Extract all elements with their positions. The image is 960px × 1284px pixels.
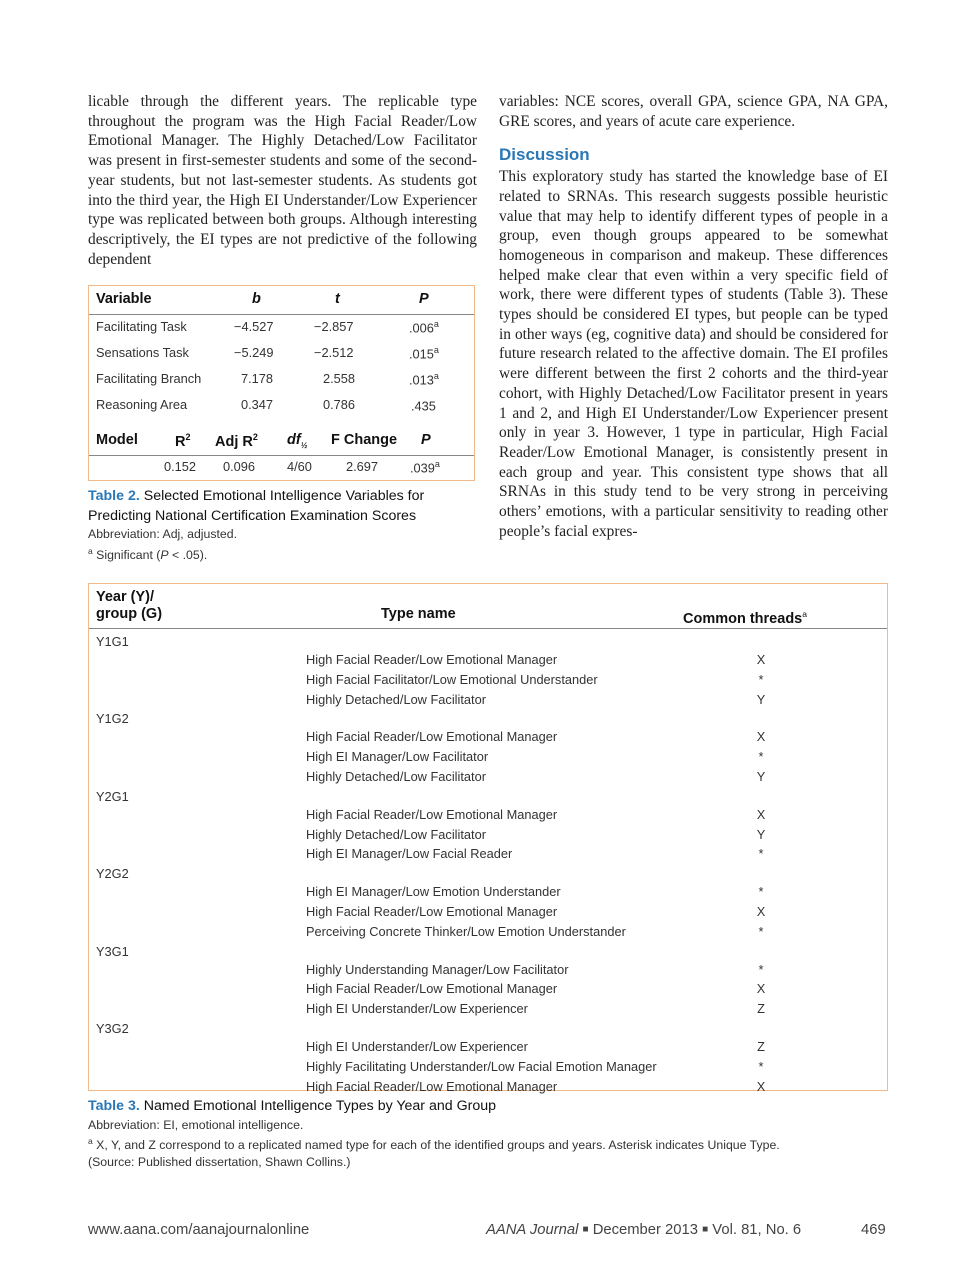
table-3-type-name: High Facial Facilitator/Low Emotional Understander	[306, 671, 598, 687]
table-2-p: .015$^a$	[409, 345, 439, 362]
footer-journal-info: AANA Journal ■ December 2013 ■ Vol. 81, No. 6	[486, 1222, 802, 1238]
table-3-header-type-name: Type name	[381, 606, 456, 622]
table-3-common-thread: X	[756, 806, 766, 822]
table-2-p: .435	[411, 398, 436, 414]
table-3-note-threads: $^a$ X, Y, and Z correspond to a replicated named type for each of the identified groups and years. Asterisk indicates Unique Type.	[88, 1136, 780, 1153]
table-3-common-thread: Y	[756, 769, 766, 784]
table-3-note-source: (Source: Published dissertation, Shawn Collins.)	[88, 1154, 351, 1169]
table-3-type-name: High Facial Reader/Low Emotional Manager	[306, 729, 558, 745]
table-3-type-name: High EI Manager/Low Facilitator	[306, 749, 489, 765]
right-paragraph-1: variables: NCE scores, overall GPA, science GPA, NA GPA, GRE scores, and years of acute care experience.	[499, 93, 888, 130]
table-2-note-abbreviation: Abbreviation: Adj, adjusted.	[88, 527, 238, 541]
table-2-model-df: 4/60	[287, 459, 312, 474]
footer-url: www.aana.com/aanajournalonline	[88, 1222, 310, 1238]
table-3-common-thread: Y	[756, 691, 766, 707]
table-3-group-label: Y1G1	[96, 634, 129, 649]
table-2-p: .006$^a$	[409, 319, 439, 336]
table-3-common-thread: X	[756, 729, 766, 745]
table-2-model-f-change: 2.697	[346, 459, 379, 474]
table-3-type-name: Perceiving Concrete Thinker/Low Emotion Understander	[306, 923, 626, 939]
table-3-type-name: High EI Understander/Low Experiencer	[306, 1001, 528, 1017]
left-paragraph: licable through the different years. The replicable type throughout the program was the High Facial Reader/Low Emotional Manager. The Highly Detached/Low Facilitator was present in first-semester students and some of the second-year students, but not last-semester students. As students got into the third year, the High EI Understander/Low Experiencer type was replicated between both groups. Although interesting descriptively, the EI types are not predictive of the following dependent	[88, 93, 477, 268]
table-2-variable: Reasoning Area	[96, 397, 188, 412]
table-3-type-name: High Facial Reader/Low Emotional Manager	[306, 806, 558, 822]
table-2-b: −5.249	[234, 345, 274, 360]
table-3-common-thread: *	[758, 923, 764, 939]
table-2-t: −2.857	[314, 319, 354, 334]
left-column	[88, 92, 477, 269]
table-3-common-thread: Z	[757, 1001, 765, 1017]
table-3-header-row	[89, 584, 887, 629]
table-3-common-thread: *	[758, 884, 764, 900]
table-3-type-name: High Facial Reader/Low Emotional Manager	[306, 981, 558, 997]
table-3-common-thread: Y	[756, 826, 766, 842]
table-3-common-thread: *	[758, 846, 764, 862]
table-2-header-p: P	[419, 291, 429, 307]
table-2-note-significant: $^a$ Significant (P < .05).	[88, 545, 208, 562]
table-2-header-adj-r2: Adj $R^2$	[215, 432, 258, 450]
table-2-model-r2: 0.152	[164, 459, 197, 474]
table-2-variable: Facilitating Task	[96, 319, 187, 334]
table-3-caption	[88, 1097, 888, 1170]
table-2-b: 7.178	[241, 371, 274, 386]
table-2-t: −2.512	[314, 345, 354, 360]
table-2-header-f-change: F Change	[331, 432, 398, 448]
table-3-note-abbreviation: Abbreviation: EI, emotional intelligence.	[88, 1117, 304, 1132]
table-3-common-thread: *	[758, 749, 764, 765]
discussion-heading: Discussion	[499, 145, 590, 165]
table-3-group-label: Y2G2	[96, 866, 129, 882]
table-3-type-name: High Facial Reader/Low Emotional Manager	[306, 652, 558, 667]
table-2-header-t: t	[335, 291, 340, 307]
right-paragraph-2: This exploratory study has started the knowledge base of EI related to SRNAs. This research suggests possible heuristic value that may help to identify different types of people in a group, even though groups appeared to be somewhat homogeneous in comparison and makeup. These differences helped make clear that even within a very specific field of work, there were different types of students (Table 3). These types should be considered EI types, but people can be typed in other ways (eg, cognitive data) and should be considered for future research related to the affective domain. The EI profiles were different between the first 2 cohorts and the third-year cohort, with Highly Detached/Low Facilitator present in years 1 and 2, and High EI Understander/Low Experiencer present only in year 3. However, 1 type in particular, High Facial Reader/Low Emotional Manager, is consistently present in each group and year. This consistent type shows that all SRNAs in this study tend to be very strong in perceiving others’ emotions, with a particular sensitivity to reading other people’s facial expres-	[499, 168, 888, 540]
table-3-type-name: Highly Understanding Manager/Low Facilitator	[306, 961, 569, 977]
table-3-type-name: High Facial Reader/Low Emotional Manager	[306, 904, 558, 919]
table-3-common-thread: X	[756, 981, 766, 997]
right-column	[499, 92, 888, 541]
page-number: 469	[861, 1222, 886, 1238]
table-2-header-r2: $R^2$	[175, 432, 191, 450]
table-2-t: 2.558	[323, 371, 356, 386]
table-3-type-name: High EI Manager/Low Emotion Understander	[306, 884, 561, 900]
table-2-model-header-row	[89, 428, 474, 456]
table-3-group-label: Y1G2	[96, 711, 129, 727]
table-3-common-thread: X	[756, 652, 766, 667]
table-2-t: 0.786	[323, 397, 356, 412]
table-3-group-label: Y2G1	[96, 788, 129, 804]
table-3-header-year-group: Year (Y)/ group (G)	[96, 589, 163, 622]
table-2-header-b: b	[252, 291, 261, 307]
table-3-type-name: Highly Facilitating Understander/Low Facial Emotion Manager	[306, 1058, 657, 1074]
table-2-header-model-p: P	[421, 432, 431, 448]
table-3-type-name: High EI Manager/Low Facial Reader	[306, 846, 513, 862]
table-3-group-label: Y3G2	[96, 1021, 129, 1036]
table-2-caption-title: Table 2. Selected Emotional Intelligence Variables for Predicting National Certification Examination Scores	[88, 488, 425, 524]
table-2-caption	[88, 487, 478, 563]
table-3-type-name: High EI Understander/Low Experiencer	[306, 1039, 528, 1054]
table-2-variable: Sensations Task	[96, 345, 189, 360]
table-3-common-thread: *	[758, 671, 764, 687]
table-3-caption-title: Table 3. Named Emotional Intelligence Types by Year and Group	[88, 1098, 497, 1114]
table-3-common-thread: *	[758, 1058, 764, 1074]
table-3-type-name: Highly Detached/Low Facilitator	[306, 826, 486, 842]
table-3-type-name: Highly Detached/Low Facilitator	[306, 769, 486, 784]
table-2-p: .013$^a$	[409, 371, 439, 388]
table-2-variable: Facilitating Branch	[96, 371, 202, 386]
table-3-common-thread: X	[756, 904, 766, 919]
table-2-header-df: $df_{\frac{1}{2}}$	[287, 432, 308, 450]
table-3-common-thread: Z	[757, 1039, 765, 1054]
table-2	[88, 285, 475, 481]
table-3	[88, 583, 888, 1094]
table-3-common-thread: *	[758, 961, 764, 977]
table-2-model-adj-r2: 0.096	[223, 459, 256, 474]
table-2-header-variable: Variable	[96, 291, 152, 307]
table-3-group-label: Y3G1	[96, 943, 129, 959]
table-2-model-p: .039$^a$	[410, 459, 440, 476]
table-3-type-name: High Facial Reader/Low Emotional Manager	[306, 1078, 558, 1094]
table-2-b: 0.347	[241, 397, 274, 412]
table-3-header-common-threads: Common threads$^a$	[683, 609, 807, 627]
table-2-b: −4.527	[234, 319, 274, 334]
table-3-common-thread: X	[756, 1078, 766, 1094]
table-3-type-name: Highly Detached/Low Facilitator	[306, 691, 486, 707]
table-2-header-model: Model	[96, 432, 138, 448]
table-2-header-row	[89, 286, 474, 315]
